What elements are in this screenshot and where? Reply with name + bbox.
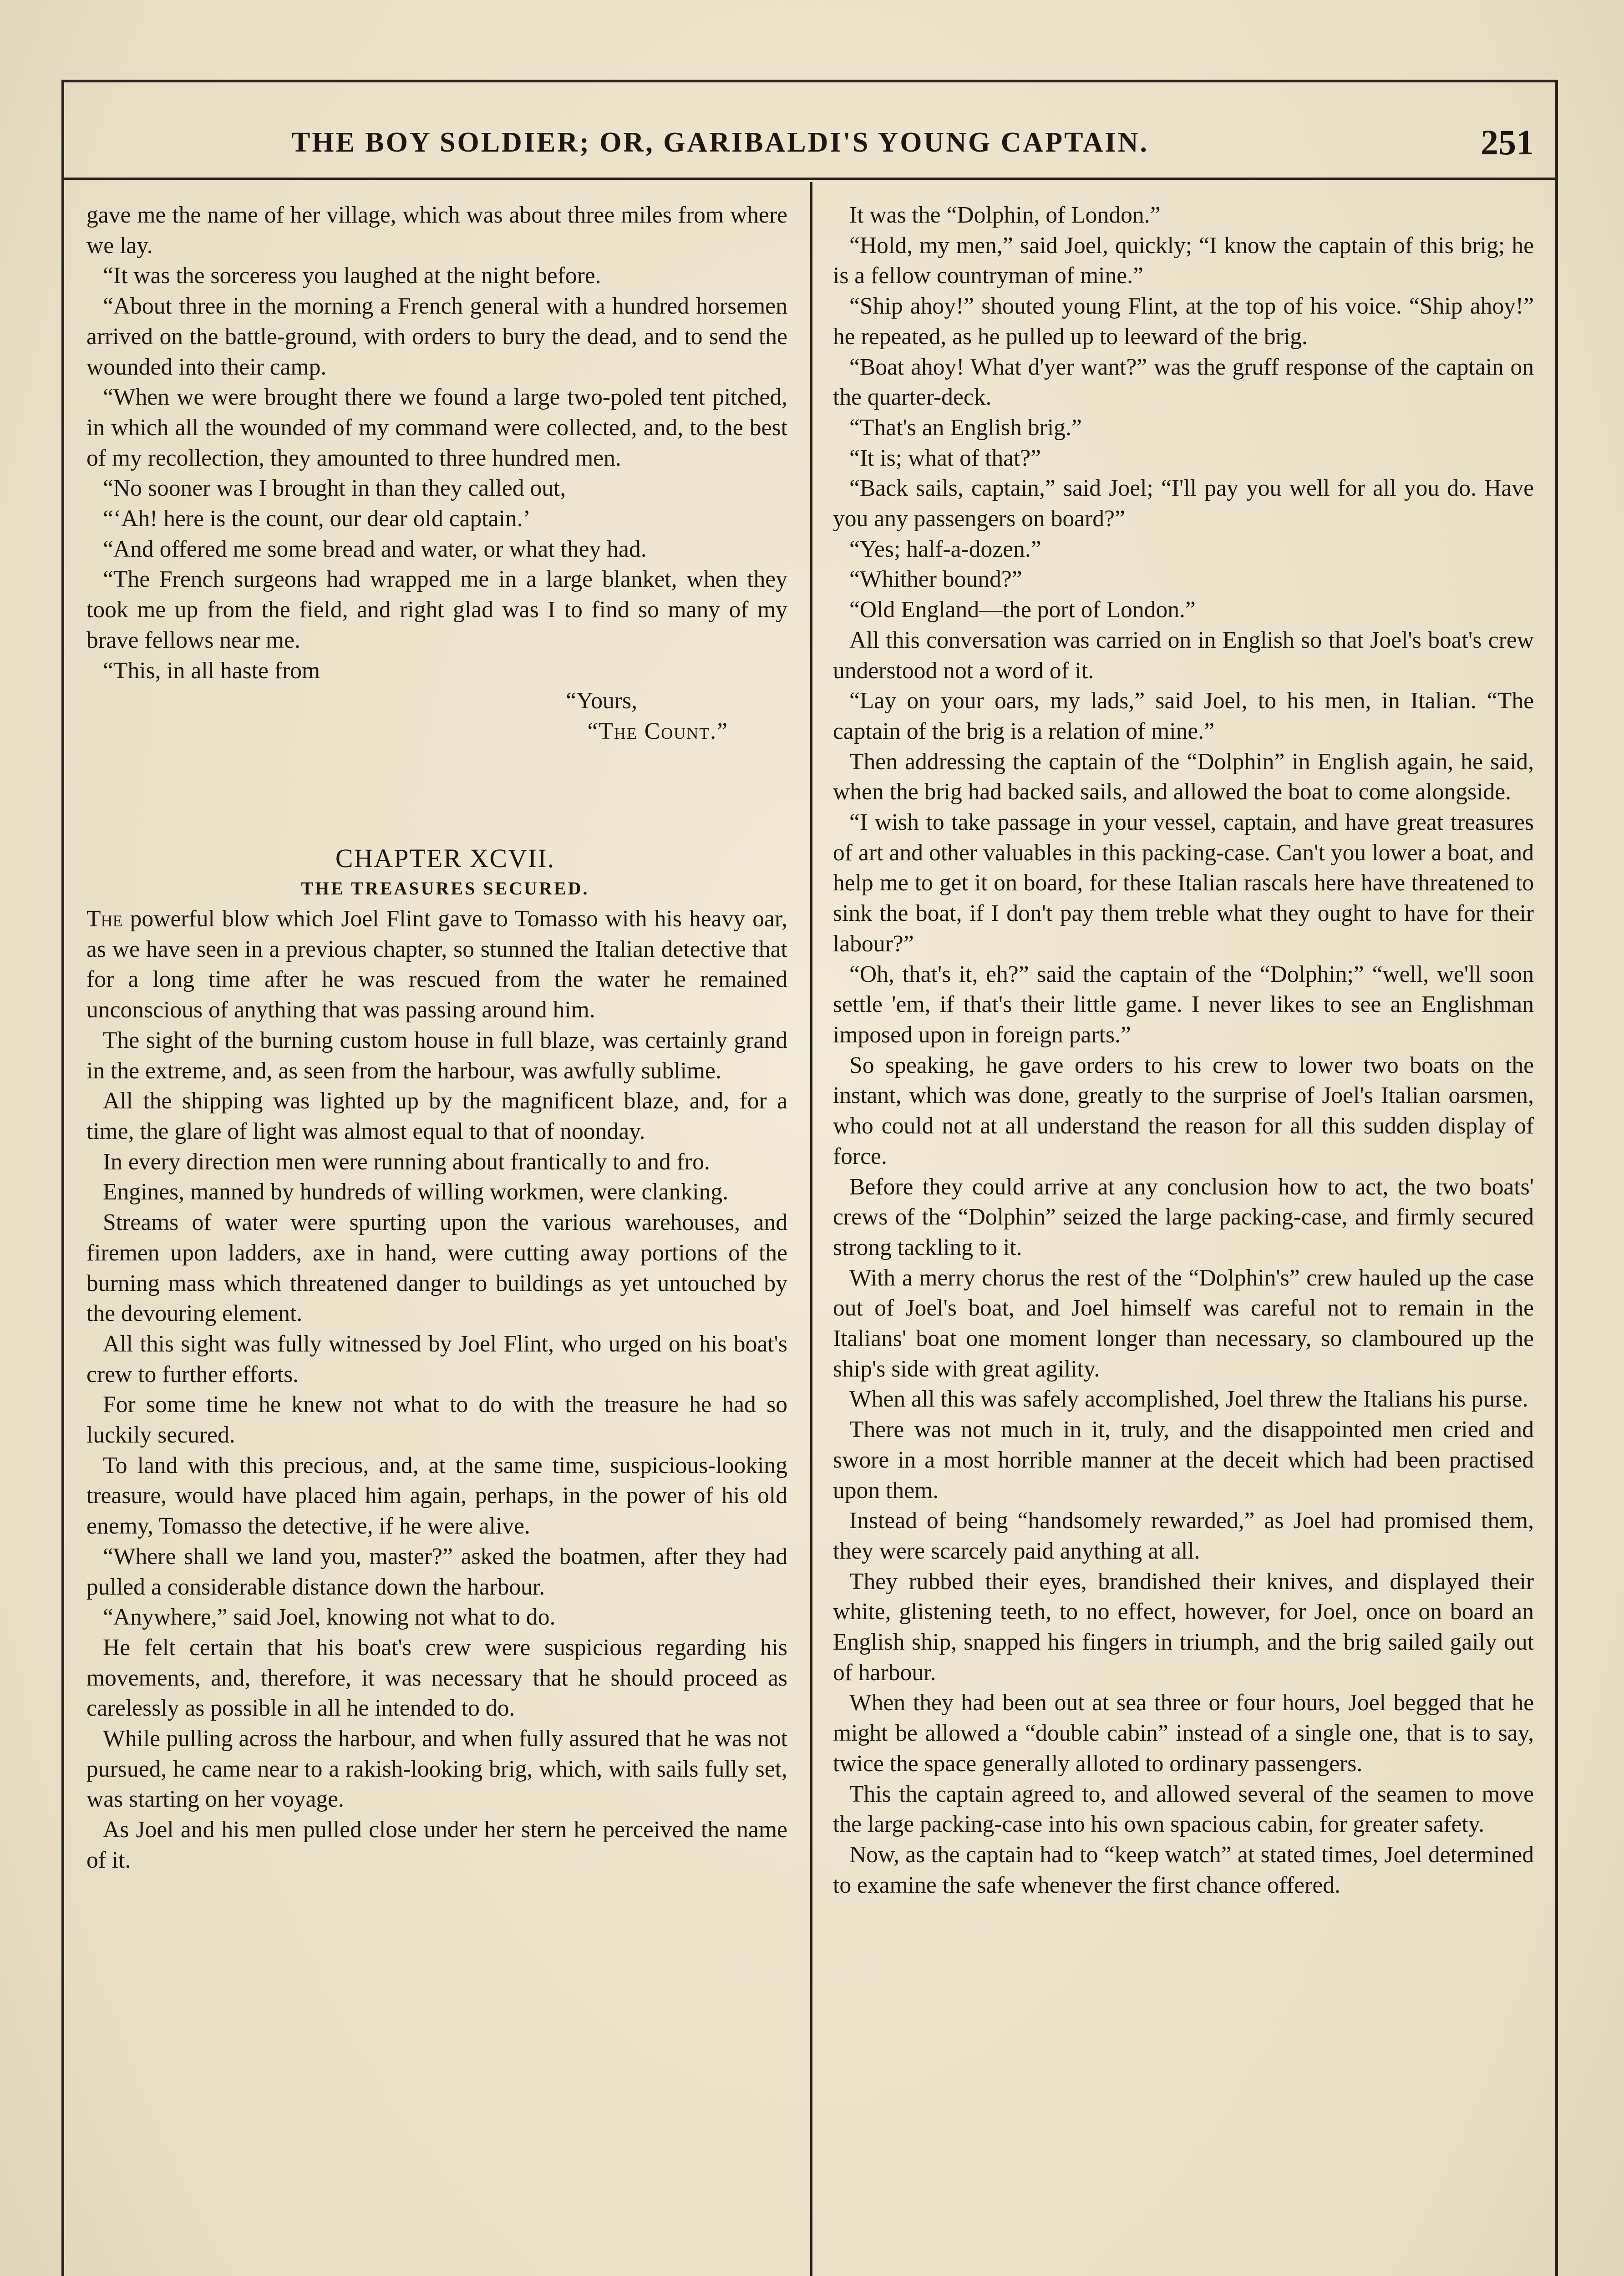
- paragraph: This the captain agreed to, and allowed several of the seamen to move the large packing-case into his own spacious cabin, for greater safety.: [833, 1781, 1534, 1838]
- paragraph: “Whither bound?”: [849, 566, 1022, 593]
- paragraph: “When we were brought there we found a large two-poled tent pitched, in which all the wounded of my command were collected, and, to the best of my recollection, they amounted to three hundred men.: [86, 384, 787, 471]
- paragraph: “Anywhere,” said Joel, knowing not what to do.: [103, 1604, 556, 1631]
- paragraph: He felt certain that his boat's crew were suspicious regarding his movements, and, therefore, it was necessary that he should proceed as carelessly as possible in all he intended to do.: [86, 1634, 787, 1722]
- paragraph: “Ship ahoy!” shouted young Flint, at the top of his voice. “Ship ahoy!” he repeated, as he pulled up to leeward of the brig.: [833, 293, 1534, 350]
- paragraph: They rubbed their eyes, brandished their knives, and displayed their white, glistening teeth, to no effect, however, for Joel, once on board an English ship, snapped his fingers in triumph, and the brig sailed gaily out of harbour.: [833, 1568, 1534, 1686]
- paragraph: For some time he knew not what to do with the treasure he had so luckily secured.: [86, 1392, 787, 1448]
- paragraph: “‘Ah! here is the count, our dear old captain.’: [103, 506, 531, 532]
- letter-closing: “Yours,: [566, 688, 637, 714]
- paragraph: It was the “Dolphin, of London.”: [849, 202, 1161, 228]
- paragraph: Streams of water were spurting upon the various warehouses, and firemen upon ladders, axe in hand, were cutting away portions of the burning mass which threatened danger to buildings as yet untouched by the devouring element.: [86, 1209, 787, 1327]
- chapter-title: CHAPTER XCVII.: [335, 843, 555, 873]
- paragraph: All this conversation was carried on in English so that Joel's boat's crew understood not a word of it.: [833, 627, 1534, 684]
- paragraph: Before they could arrive at any conclusion how to act, the two boats' crews of the “Dolphin” seized the large packing-case, and firmly secured strong tackling to it.: [833, 1174, 1534, 1260]
- paragraph: As Joel and his men pulled close under her stern he perceived the name of it.: [86, 1817, 787, 1873]
- paragraph: “And offered me some bread and water, or what they had.: [103, 536, 647, 562]
- paragraph: “Back sails, captain,” said Joel; “I'll pay you well for all you do. Have you any passengers on board?”: [833, 475, 1534, 532]
- right-column: [833, 200, 1534, 1900]
- paragraph: “Boat ahoy! What d'yer want?” was the gruff response of the captain on the quarter-deck.: [833, 354, 1534, 411]
- paragraph: There was not much in it, truly, and the disappointed men cried and swore in a most horrible manner at the deceit which had been practised upon them.: [833, 1417, 1534, 1504]
- paragraph: Instead of being “handsomely rewarded,” as Joel had promised them, they were scarcely paid anything at all.: [833, 1508, 1534, 1564]
- paragraph: “It is; what of that?”: [849, 445, 1041, 471]
- paragraph: With a merry chorus the rest of the “Dolphin's” crew hauled up the case out of Joel's boat, and Joel himself was careful not to remain in the Italians' boat one moment longer than necessary, so clamboured up the ship's side with great agility.: [833, 1265, 1534, 1382]
- paragraph: In every direction men were running about frantically to and fro.: [103, 1148, 710, 1175]
- paragraph: “It was the sorceress you laughed at the night before.: [103, 263, 601, 289]
- paragraph: “Hold, my men,” said Joel, quickly; “I know the captain of this brig; he is a fellow countryman of mine.”: [833, 232, 1534, 289]
- paragraph: So speaking, he gave orders to his crew to lower two boats on the instant, which was done, greatly to the surprise of Joel's Italian oarsmen, who could not at all understand the reason for all this sudden display of force.: [833, 1052, 1534, 1169]
- paragraph: All this sight was fully witnessed by Joel Flint, who urged on his boat's crew to further efforts.: [86, 1331, 787, 1387]
- paragraph: The sight of the burning custom house in full blaze, was certainly grand in the extreme, and, as seen from the harbour, was awfully sublime.: [86, 1027, 787, 1084]
- paragraph: Engines, manned by hundreds of willing workmen, were clanking.: [103, 1179, 729, 1205]
- paragraph: “The French surgeons had wrapped me in a large blanket, when they took me up from the field, and right glad was I to find so many of my brave fellows near me.: [86, 566, 787, 653]
- paragraph: “Where shall we land you, master?” asked the boatmen, after they had pulled a considerable distance down the harbour.: [86, 1543, 787, 1600]
- paragraph: “Yes; half-a-dozen.”: [849, 536, 1041, 562]
- column-divider: [810, 182, 812, 2276]
- left-column: [86, 200, 787, 1876]
- paragraph: When all this was safely accomplished, Joel threw the Italians his purse.: [849, 1386, 1528, 1412]
- paragraph: gave me the name of her village, which was about three miles from where we lay.: [86, 202, 787, 259]
- chapter-subtitle: THE TREASURES SECURED.: [301, 878, 589, 899]
- paragraph: “Lay on your oars, my lads,” said Joel, to his men, in Italian. “The captain of the brig is a relation of mine.”: [833, 688, 1534, 744]
- lead-word: The: [86, 906, 123, 932]
- paragraph: [86, 904, 787, 1026]
- paragraph: Now, as the captain had to “keep watch” at stated times, Joel determined to examine the safe whenever the first chance offered.: [833, 1841, 1534, 1898]
- running-title: THE BOY SOLDIER; OR, GARIBALDI'S YOUNG CAPTAIN.: [291, 127, 1149, 158]
- paragraph: “No sooner was I brought in than they called out,: [103, 475, 566, 502]
- paragraph: “That's an English brig.”: [849, 414, 1082, 441]
- paragraph: “About three in the morning a French general with a hundred horsemen arrived on the battle-ground, with orders to bury the dead, and to send the wounded into their camp.: [86, 293, 787, 380]
- paragraph: “Oh, that's it, eh?” said the captain of the “Dolphin;” “well, we'll soon settle 'em, if that's their little game. I never likes to see an Englishman imposed upon in foreign parts.”: [833, 961, 1534, 1048]
- paragraph: “This, in all haste from: [103, 657, 320, 684]
- paragraph: “Old England—the port of London.”: [849, 597, 1196, 623]
- header-rule: [61, 178, 1558, 180]
- letter-signature: “The Count.”: [587, 718, 728, 744]
- chapter-heading: [86, 843, 787, 904]
- paragraph: “I wish to take passage in your vessel, captain, and have great treasures of art and other valuables in this packing-case. Can't you lower a boat, and help me to get it on board, for these Italian rascals here have threatened to sink the boat, if I don't pay them treble what they ought to have for their labour?”: [833, 809, 1534, 957]
- paragraph: While pulling across the harbour, and when fully assured that he was not pursued, he came near to a rakish-looking brig, which, with sails fully set, was starting on her voyage.: [86, 1726, 787, 1813]
- paragraph: To land with this precious, and, at the same time, suspicious-looking treasure, would have placed him again, perhaps, in the power of his old enemy, Tomasso the detective, if he were alive.: [86, 1452, 787, 1539]
- paragraph-text: powerful blow which Joel Flint gave to Tomasso with his heavy oar, as we have seen in a previous chapter, so stunned the Italian detective that for a long time after he was rescued from the water he remained unconscious of anything that was passing around him.: [86, 906, 787, 1023]
- page-header: [82, 122, 1534, 172]
- page-number: 251: [1481, 122, 1534, 162]
- paragraph: When they had been out at sea three or four hours, Joel begged that he might be allowed a “double cabin” instead of a single one, that is to say, twice the space generally alloted to ordinary passengers.: [833, 1690, 1534, 1777]
- paragraph: All the shipping was lighted up by the magnificent blaze, and, for a time, the glare of light was almost equal to that of noonday.: [86, 1088, 787, 1144]
- paragraph: Then addressing the captain of the “Dolphin” in English again, he said, when the brig had backed sails, and allowed the boat to come alongside.: [833, 748, 1534, 805]
